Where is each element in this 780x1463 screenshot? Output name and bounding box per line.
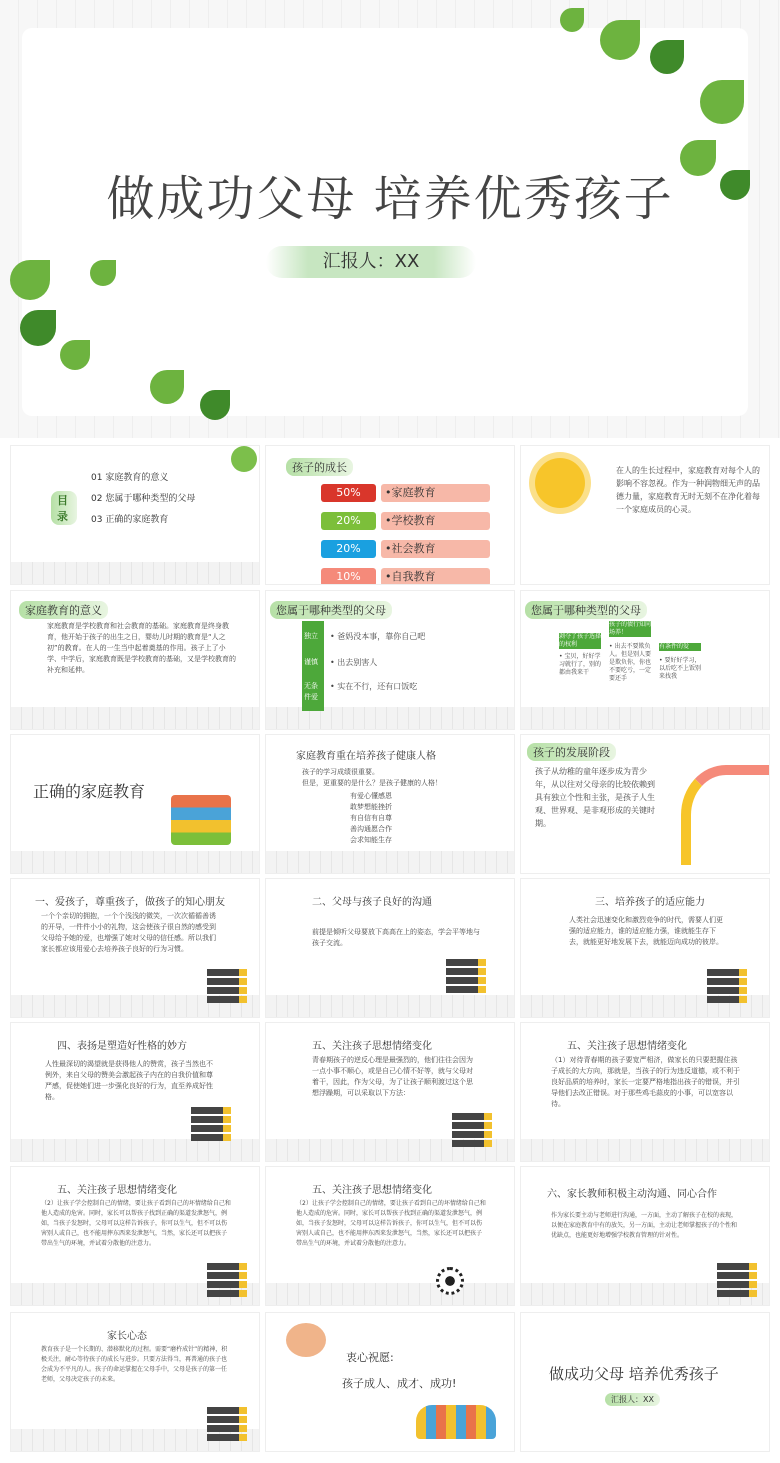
- health-line-1: 孩子的学习成绩很重要。: [302, 768, 379, 776]
- types2-head-1: 剥夺了孩子选择的权利: [559, 633, 602, 648]
- toc-label: 目录: [51, 491, 77, 525]
- slide-end: [520, 1312, 770, 1452]
- health-line-4: 敢梦想能挫折: [350, 803, 392, 811]
- slide-types-2: [520, 590, 770, 730]
- toc-item-1: 01 家庭教育的意义: [91, 473, 169, 483]
- slide-correct: [10, 734, 260, 874]
- s4-text: 人性最深切的渴望就是获得他人的赞赏，孩子当然也不例外，来自父母的赞美会激起孩子内在的自我价值和尊严感，促使她们进一步强化良好的行为，直至养成好性格。: [45, 1060, 213, 1101]
- s5c-text: （2）让孩子学会控制自己的情绪，要让孩子看到自己的坏情绪给自己和他人造成的危害。同时，家长可以帮孩子找到正确的渠道发泄怒气，例如，当孩子发怒时，父母可以这样告诉孩子，你可以生气，但不可以伤害别人或自己，也不能用摔东西来发泄怒气，当然，家长还可以把孩子带出生气的环境，并试着分散他的注意力。: [41, 1200, 231, 1247]
- types1-item-2: • 出去别害人: [330, 658, 378, 667]
- s6-text: 作为家长要主动与老师进行沟通，一方面，主动了解孩子在校的表现，以便在家庭教育中有的放矢，另一方面，主动让老师掌握孩子的个性和优缺点，也能更好地增强学校教育管理的针对性。: [551, 1212, 738, 1239]
- books-icon: [191, 1107, 231, 1143]
- wish-title: 衷心祝愿:: [346, 1351, 394, 1364]
- types2-title: 您属于哪种类型的父母: [525, 601, 647, 619]
- meaning-text: 家庭教育是学校教育和社会教育的基础。家庭教育是终身教育，他开始于孩子的出生之日，婴幼儿时期的教育是“人之初”的教育。在人的一生当中起着奠基的作用。孩子上了小学、中学后，家庭教育既是学校教育的基础，又是学校教育的补充和延伸。: [47, 622, 236, 674]
- health-title: 家庭教育重在培养孩子健康人格: [296, 751, 436, 762]
- slide-s5c: [10, 1166, 260, 1306]
- stages-text: 孩子从幼稚的童年逐步成为青少年，从以往对父母亲的比较依赖到具有独立个性和主张，是孩子人生观、世界观、是非观形成的关键时期。: [535, 767, 655, 828]
- s5d-text: （2）让孩子学会控制自己的情绪，要让孩子看到自己的坏情绪给自己和他人造成的危害。同时，家长可以帮孩子找到正确的渠道发泄怒气，例如，当孩子发怒时，父母可以这样告诉孩子，你可以生气，但不可以伤害别人或自己，也不能用摔东西来发泄怒气，当然，家长还可以把孩子带出生气的环境，并试着分散他的注意力。: [296, 1200, 486, 1247]
- rainbow-illustration: [681, 765, 770, 865]
- types2-head-2: 孩子的债行知同场养！: [609, 621, 652, 636]
- slide-growth: [265, 445, 515, 585]
- meaning-title: 家庭教育的意义: [19, 601, 108, 619]
- books-icon: [717, 1263, 757, 1299]
- quote-text: 在人的生长过程中，家庭教育对每个人的影响不容忽视。作为一种润物细无声的品德力量，家庭教育无时无刻不在净化着每一个家庭成员的心灵。: [616, 466, 760, 514]
- growth-pct-4: 10%: [321, 568, 376, 585]
- cover-slide: [0, 0, 780, 438]
- types1-tag-2: 谨慎: [304, 658, 318, 666]
- slide-s5a: [265, 1022, 515, 1162]
- slide-stages: [520, 734, 770, 874]
- slide-s4: [10, 1022, 260, 1162]
- health-line-6: 善沟通愿合作: [350, 825, 392, 833]
- slide-s1: [10, 878, 260, 1018]
- s1-text: 一个个亲切的拥抱，一个个浅浅的微笑，一次次循循善诱的开导，一件件小小的礼物，这会使孩子很自然的感受到父母给予她的爱，也增强了她对父母的信任感。所以我们家长都应该用爱心去培养孩子良好的行为习惯。: [41, 912, 216, 953]
- health-line-3: 有爱心懂感恩: [350, 792, 392, 800]
- s3-title: 三、培养孩子的适应能力: [595, 897, 705, 908]
- s3-text: 人类社会迅速变化和激烈竞争的时代，需要人们更强的适应能力，谁的适应能力强，谁就能生存下去，就能更好地发展下去，就能迈向成功的彼岸。: [569, 916, 723, 946]
- slide-toc: [10, 445, 260, 585]
- sun-icon: [535, 458, 585, 508]
- slide-meaning: [10, 590, 260, 730]
- types1-item-1: • 爸妈没本事，靠你自己吧: [330, 632, 426, 641]
- types2-body-1: • 宝贝，好好学习就行了，别的都由我来干: [559, 653, 602, 676]
- slide-types-1: [265, 590, 515, 730]
- growth-pct-3: 20%: [321, 540, 376, 558]
- books-icon: [207, 969, 247, 1005]
- stages-title: 孩子的发展阶段: [527, 743, 616, 761]
- slide-s5b: [520, 1022, 770, 1162]
- slide-s5d: [265, 1166, 515, 1306]
- s2-title: 二、父母与孩子良好的沟通: [312, 897, 432, 908]
- slide-s3: [520, 878, 770, 1018]
- health-line-5: 有自信有自尊: [350, 814, 392, 822]
- books-icon: [207, 1263, 247, 1299]
- growth-label-4: •自我教育: [381, 568, 490, 585]
- cover-title: 做成功父母 培养优秀孩子: [106, 171, 674, 227]
- slide-wish: [265, 1312, 515, 1452]
- health-line-7: 会求知能生存: [350, 836, 392, 844]
- types1-title: 您属于哪种类型的父母: [270, 601, 392, 619]
- dots-icon: [436, 1267, 464, 1295]
- types1-item-3: • 实在不行，还有口饭吃: [330, 682, 418, 691]
- s5b-text: （1）对待青春期的孩子要宽严相济，做家长的只要把握住孩子成长的大方向，那就是，当孩子的行为违反道德，或不利于良好品质的培养时，家长一定要严格地指出孩子的错误，并引导他们去改正错误。对于那些鸡毛蒜皮的小事，可以宽容以待。: [551, 1056, 740, 1108]
- mind-title: 家长心态: [107, 1331, 147, 1342]
- s6-title: 六、家长教师积极主动沟通、同心合作: [547, 1189, 717, 1200]
- types2-body-2: • 出去不要欺负人。但是别人要是欺负你，你也不要吃亏，一定要还手: [609, 643, 652, 682]
- wish-text: 孩子成人、成才、成功!: [342, 1377, 457, 1390]
- toc-item-2: 02 您属于哪种类型的父母: [91, 494, 196, 504]
- end-reporter: 汇报人：XX: [605, 1393, 660, 1406]
- slide-quote: [520, 445, 770, 585]
- types2-body-3: • 要好好学习，以后吃不上饭别来找我: [659, 657, 702, 680]
- health-line-2: 但是，更重要的是什么？是孩子健康的人格！: [302, 779, 442, 787]
- types2-head-3: 有条件的爱: [659, 643, 701, 651]
- mind-text: 教育孩子是一个长期的、潜移默化的过程。需要“磨杵成针”的精神，积极关注，耐心等待孩子的成长与进步。只要方法得当，再普通的孩子也会成为不平凡的人。孩子的命运掌握在父母手中，父母是孩子的第一任老师，父母决定孩子的未来。: [41, 1346, 228, 1383]
- s1-title: 一、爱孩子，尊重孩子，做孩子的知心朋友: [35, 897, 225, 908]
- types1-tag-1: 独立: [304, 632, 318, 640]
- growth-title: 孩子的成长: [286, 458, 353, 476]
- s5a-title: 五、关注孩子思想情绪变化: [312, 1041, 432, 1052]
- books-icon: [452, 1113, 492, 1149]
- growth-pct-2: 20%: [321, 512, 376, 530]
- books-icon: [707, 969, 747, 1005]
- s5c-title: 五、关注孩子思想情绪变化: [57, 1185, 177, 1196]
- books-illustration: [171, 795, 231, 845]
- books-icon: [207, 1407, 247, 1443]
- books-icon: [446, 959, 486, 995]
- s2-text: 前提是倾听父母要放下高高在上的姿态，学会平等地与孩子交流。: [312, 928, 480, 947]
- growth-label-1: •家庭教育: [381, 484, 490, 502]
- slide-health: [265, 734, 515, 874]
- s4-title: 四、表扬是塑造好性格的妙方: [57, 1041, 187, 1052]
- growth-label-2: •学校教育: [381, 512, 490, 530]
- toc-item-3: 03 正确的家庭教育: [91, 515, 169, 525]
- types1-tag-3: 无条件爱: [304, 682, 318, 701]
- cover-reporter: 汇报人：XX: [266, 246, 476, 278]
- slide-mind: [10, 1312, 260, 1452]
- end-title: 做成功父母 培养优秀孩子: [549, 1365, 719, 1383]
- kids-illustration: [416, 1405, 496, 1439]
- s5a-text: 青春期孩子的逆反心理是最强烈的，他们往往会因为一点小事不顺心，或是自己心情不好等，就与父母对着干，因此，作为父母，为了让孩子顺利渡过这个思想浮躁期，可以采取以下方法：: [312, 1056, 473, 1097]
- correct-title: 正确的家庭教育: [33, 782, 146, 801]
- balloon-icon: [286, 1323, 326, 1357]
- s5b-title: 五、关注孩子思想情绪变化: [567, 1041, 687, 1052]
- growth-label-3: •社会教育: [381, 540, 490, 558]
- growth-pct-1: 50%: [321, 484, 376, 502]
- slide-s6: [520, 1166, 770, 1306]
- s5d-title: 五、关注孩子思想情绪变化: [312, 1185, 432, 1196]
- slide-s2: [265, 878, 515, 1018]
